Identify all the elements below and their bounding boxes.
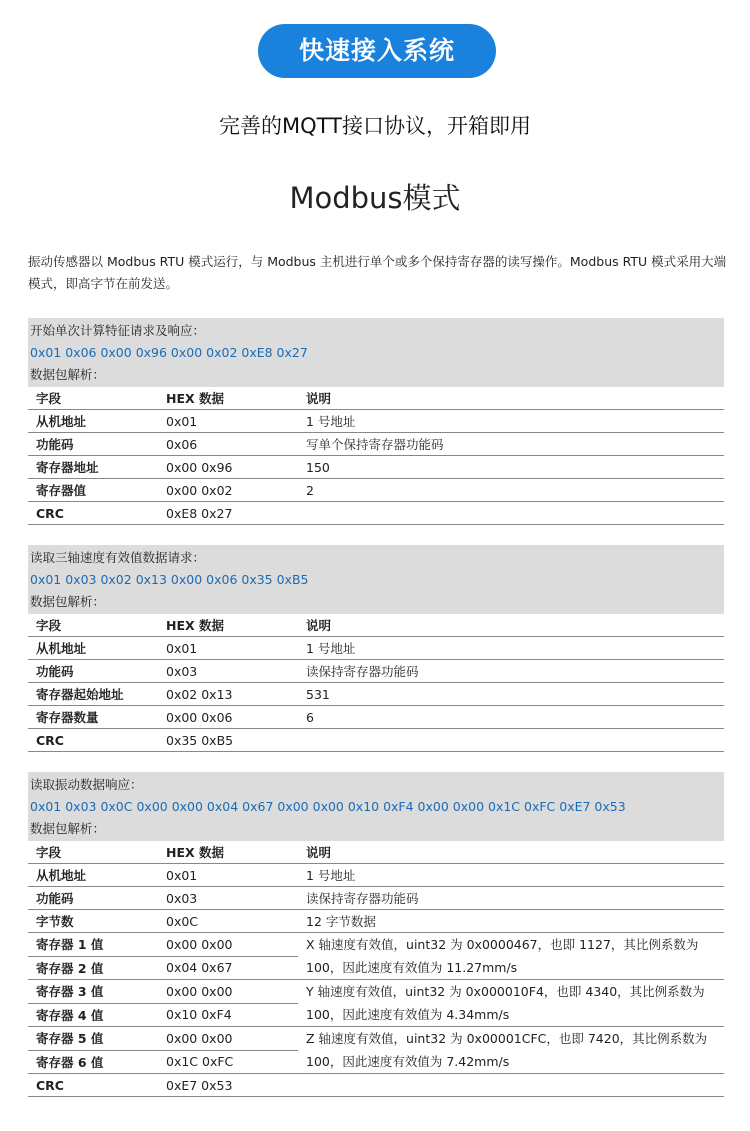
- col-desc: 说明: [298, 614, 724, 637]
- subtitle: 完善的MQTT接口协议，开箱即用: [219, 114, 531, 138]
- field-cell: CRC: [28, 729, 158, 752]
- field-cell: 字节数: [28, 910, 158, 933]
- field-cell: 寄存器 2 值: [28, 956, 158, 980]
- desc-cell: [298, 502, 724, 525]
- field-cell: 寄存器 3 值: [28, 980, 158, 1004]
- section-header: [28, 772, 724, 841]
- table-row: [28, 933, 724, 957]
- hex-cell: 0x00 0x06: [158, 706, 298, 729]
- table-row: [28, 910, 724, 933]
- intro-paragraph: 振动传感器以 Modbus RTU 模式运行，与 Modbus 主机进行单个或多个保持寄存器的读写操作。Modbus RTU 模式采用大端模式，即高字节在前发送。: [28, 254, 727, 291]
- section-hex: 0x01 0x03 0x0C 0x00 0x00 0x04 0x67 0x00 0x00 0x10 0xF4 0x00 0x00 0x1C 0xFC 0xE7 0x53: [30, 799, 626, 814]
- hex-cell: 0xE7 0x53: [158, 1074, 298, 1097]
- section-hex: 0x01 0x03 0x02 0x13 0x00 0x06 0x35 0xB5: [30, 572, 309, 587]
- table-row: [28, 433, 724, 456]
- packet-table: [28, 841, 724, 1097]
- table-header-row: [28, 841, 724, 864]
- field-cell: 从机地址: [28, 637, 158, 660]
- section-title: 读取振动数据响应：: [30, 777, 143, 792]
- table-row: [28, 479, 724, 502]
- hex-cell: 0x03: [158, 660, 298, 683]
- table-row: [28, 637, 724, 660]
- desc-cell: 150: [298, 456, 724, 479]
- field-cell: 寄存器值: [28, 479, 158, 502]
- field-cell: 功能码: [28, 433, 158, 456]
- desc-cell-z-axis: Z 轴速度有效值，uint32 为 0x00001CFC，也即 7420，其比例系数为 100，因此速度有效值为 7.42mm/s: [298, 1027, 724, 1074]
- packet-table: [28, 387, 724, 525]
- field-cell: 寄存器地址: [28, 456, 158, 479]
- field-cell: 寄存器数量: [28, 706, 158, 729]
- packet-table: [28, 614, 724, 752]
- table-row: [28, 660, 724, 683]
- table-row: [28, 456, 724, 479]
- field-cell: CRC: [28, 502, 158, 525]
- section-header: [28, 545, 724, 614]
- section-read-velocity: [28, 545, 724, 752]
- field-cell: CRC: [28, 1074, 158, 1097]
- table-row: [28, 729, 724, 752]
- col-hex: HEX 数据: [158, 841, 298, 864]
- hex-cell: 0x01: [158, 637, 298, 660]
- desc-cell: 读保持寄存器功能码: [298, 887, 724, 910]
- desc-cell: 531: [298, 683, 724, 706]
- desc-cell: [298, 729, 724, 752]
- col-field: 字段: [28, 614, 158, 637]
- desc-cell-y-axis: Y 轴速度有效值，uint32 为 0x000010F4，也即 4340，其比例系数为 100，因此速度有效值为 4.34mm/s: [298, 980, 724, 1027]
- hex-cell: 0x1C 0xFC: [158, 1050, 298, 1074]
- section-title: 开始单次计算特征请求及响应：: [30, 323, 206, 338]
- desc-cell: 读保持寄存器功能码: [298, 660, 724, 683]
- field-cell: 功能码: [28, 660, 158, 683]
- field-cell: 寄存器起始地址: [28, 683, 158, 706]
- desc-cell: 1 号地址: [298, 864, 724, 887]
- hex-cell: 0xE8 0x27: [158, 502, 298, 525]
- hex-cell: 0x06: [158, 433, 298, 456]
- table-row: [28, 410, 724, 433]
- desc-cell: 12 字节数据: [298, 910, 724, 933]
- section-start-calc: [28, 318, 724, 525]
- field-cell: 从机地址: [28, 410, 158, 433]
- hex-cell: 0x00 0x00: [158, 1027, 298, 1051]
- hex-cell: 0x00 0x96: [158, 456, 298, 479]
- col-desc: 说明: [298, 387, 724, 410]
- table-header-row: [28, 614, 724, 637]
- table-row: [28, 1027, 724, 1051]
- packet-label: 数据包解析：: [30, 594, 106, 609]
- hex-cell: 0x00 0x00: [158, 980, 298, 1004]
- hex-cell: 0x35 0xB5: [158, 729, 298, 752]
- section-vibration-response: [28, 772, 724, 1097]
- col-field: 字段: [28, 387, 158, 410]
- col-desc: 说明: [298, 841, 724, 864]
- field-cell: 从机地址: [28, 864, 158, 887]
- packet-label: 数据包解析：: [30, 821, 106, 836]
- table-row: [28, 683, 724, 706]
- field-cell: 寄存器 6 值: [28, 1050, 158, 1074]
- table-row: [28, 706, 724, 729]
- hex-cell: 0x00 0x02: [158, 479, 298, 502]
- field-cell: 寄存器 1 值: [28, 933, 158, 957]
- hex-cell: 0x03: [158, 887, 298, 910]
- col-field: 字段: [28, 841, 158, 864]
- desc-cell: 写单个保持寄存器功能码: [298, 433, 724, 456]
- table-row: [28, 887, 724, 910]
- hex-cell: 0x10 0xF4: [158, 1003, 298, 1027]
- hex-cell: 0x0C: [158, 910, 298, 933]
- desc-cell: 6: [298, 706, 724, 729]
- hex-cell: 0x01: [158, 410, 298, 433]
- hex-cell: 0x00 0x00: [158, 933, 298, 957]
- desc-cell: 2: [298, 479, 724, 502]
- section-title: 读取三轴速度有效值数据请求：: [30, 550, 206, 565]
- col-hex: HEX 数据: [158, 387, 298, 410]
- section-title-pill: 快速接入系统: [258, 24, 496, 78]
- desc-cell: 1 号地址: [298, 410, 724, 433]
- hex-cell: 0x01: [158, 864, 298, 887]
- section-header: [28, 318, 724, 387]
- table-row: [28, 1074, 724, 1097]
- desc-cell: 1 号地址: [298, 637, 724, 660]
- table-row: [28, 864, 724, 887]
- table-row: [28, 502, 724, 525]
- desc-cell-x-axis: X 轴速度有效值，uint32 为 0x0000467，也即 1127，其比例系数为 100，因此速度有效值为 11.27mm/s: [298, 933, 724, 980]
- desc-cell: [298, 1074, 724, 1097]
- col-hex: HEX 数据: [158, 614, 298, 637]
- field-cell: 寄存器 5 值: [28, 1027, 158, 1051]
- mode-title: Modbus模式: [289, 181, 461, 215]
- field-cell: 功能码: [28, 887, 158, 910]
- hex-cell: 0x02 0x13: [158, 683, 298, 706]
- field-cell: 寄存器 4 值: [28, 1003, 158, 1027]
- table-header-row: [28, 387, 724, 410]
- table-row: [28, 980, 724, 1004]
- section-hex: 0x01 0x06 0x00 0x96 0x00 0x02 0xE8 0x27: [30, 345, 308, 360]
- packet-label: 数据包解析：: [30, 367, 106, 382]
- hex-cell: 0x04 0x67: [158, 956, 298, 980]
